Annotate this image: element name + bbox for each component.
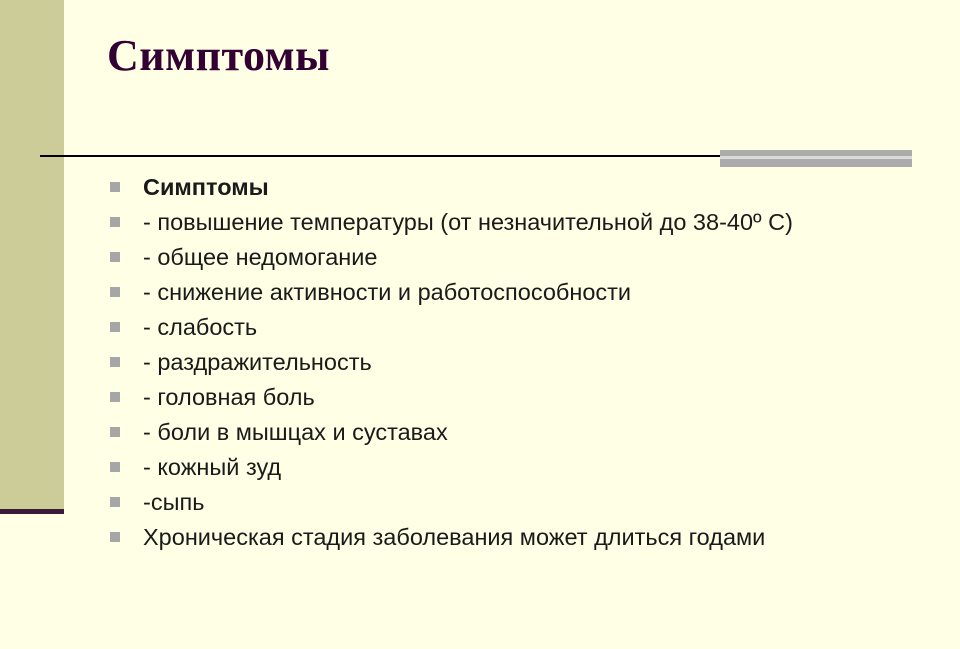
square-bullet-icon xyxy=(110,357,120,367)
list-item xyxy=(108,275,938,310)
square-bullet-icon xyxy=(110,462,120,472)
bullet-list xyxy=(108,170,938,555)
list-item xyxy=(108,380,938,415)
list-item-text: Симптомы xyxy=(143,174,269,200)
left-decorative-band xyxy=(0,0,64,512)
list-item-text: - кожный зуд xyxy=(143,454,282,480)
square-bullet-icon xyxy=(110,497,120,507)
list-item xyxy=(108,415,938,450)
square-bullet-icon xyxy=(110,287,120,297)
list-item xyxy=(108,485,938,520)
list-item xyxy=(108,520,938,555)
list-item-text: - снижение активности и работоспособности xyxy=(143,279,632,305)
square-bullet-icon xyxy=(110,182,120,192)
list-item-text: - повышение температуры (от незначительной до 38-40º С) xyxy=(143,209,793,235)
slide-title: Симптомы xyxy=(107,31,330,80)
list-item-text: - боли в мышцах и суставах xyxy=(143,419,448,445)
list-item-text: - общее недомогание xyxy=(143,244,378,270)
list-item-text: - раздражительность xyxy=(143,349,372,375)
list-item xyxy=(108,205,938,240)
square-bullet-icon xyxy=(110,252,120,262)
square-bullet-icon xyxy=(110,392,120,402)
list-item xyxy=(108,310,938,345)
list-item-text: -сыпь xyxy=(143,489,205,515)
square-bullet-icon xyxy=(110,322,120,332)
list-item-text: - головная боль xyxy=(143,384,315,410)
list-item xyxy=(108,240,938,275)
square-bullet-icon xyxy=(110,532,120,542)
square-bullet-icon xyxy=(110,217,120,227)
title-divider-block-highlight xyxy=(720,156,912,159)
list-item-text: - слабость xyxy=(143,314,258,340)
left-band-accent-line xyxy=(0,509,64,514)
list-item-text: Хроническая стадия заболевания может длиться годами xyxy=(143,524,766,550)
list-item xyxy=(108,345,938,380)
list-item xyxy=(108,170,938,205)
list-item xyxy=(108,450,938,485)
square-bullet-icon xyxy=(110,427,120,437)
